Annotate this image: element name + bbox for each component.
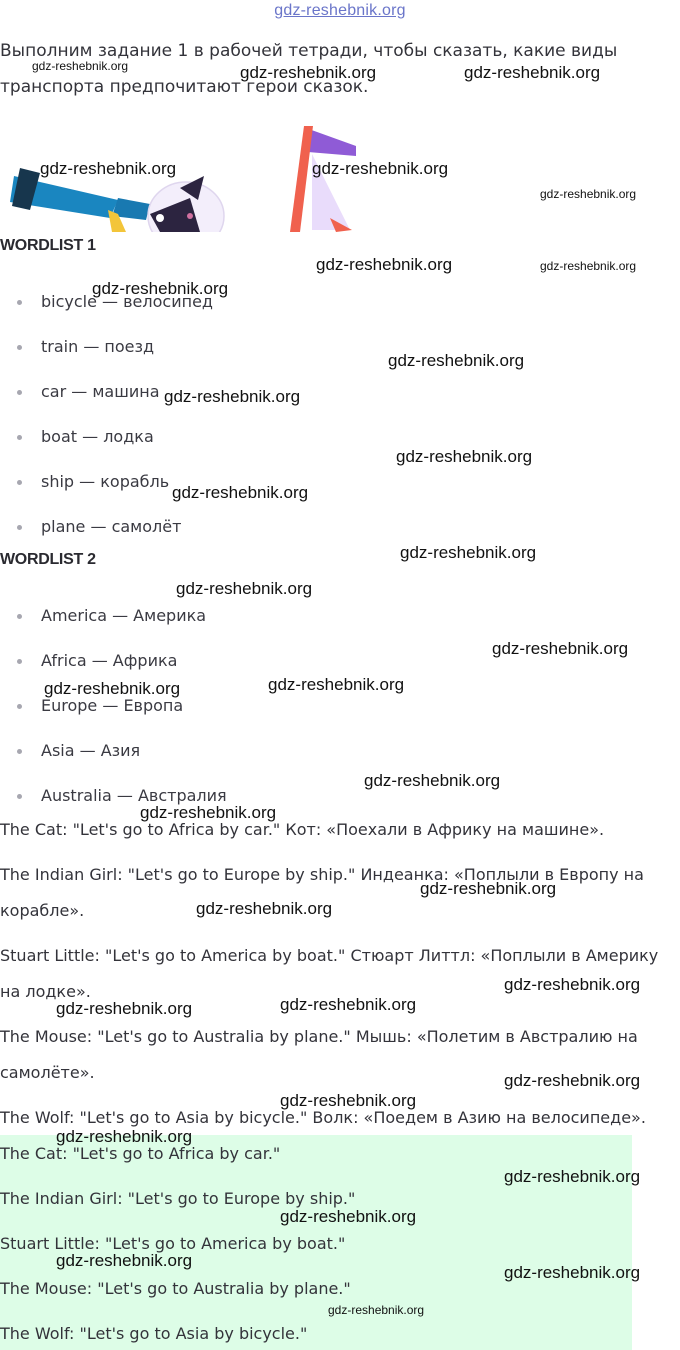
- watermark: gdz-reshebnik.org: [388, 351, 525, 370]
- watermark: gdz-reshebnik.org: [164, 387, 301, 406]
- wordlist1-heading: WORDLIST 1: [0, 237, 96, 254]
- watermark: gdz-reshebnik.org: [464, 63, 601, 82]
- watermark: gdz-reshebnik.org: [504, 975, 641, 994]
- list-item-text: train — поезд: [41, 337, 155, 356]
- list-item-text: ship — корабль: [41, 472, 170, 491]
- watermark: gdz-reshebnik.org: [316, 255, 453, 274]
- watermark: gdz-reshebnik.org: [540, 259, 637, 273]
- wordlist2-heading: WORDLIST 2: [0, 551, 96, 568]
- list-item-text: bicycle — велосипед: [41, 292, 213, 311]
- list-item-text: Europe — Европа: [41, 696, 184, 715]
- watermark: gdz-reshebnik.org: [280, 1207, 417, 1226]
- intro-text: Выполним задание 1 в рабочей тетради, чтобы сказать, какие виды транспорта предпочитают герои сказок.: [0, 41, 618, 97]
- site-title-link[interactable]: gdz-reshebnik.org: [274, 2, 406, 19]
- telescope-icon: [10, 168, 160, 232]
- translation-paragraph: The Cat: "Let's go to Africa by car." Кот: «Поехали в Африку на машине».: [0, 820, 605, 839]
- watermark: gdz-reshebnik.org: [56, 1127, 193, 1146]
- flag-icon: [290, 126, 356, 232]
- watermark: gdz-reshebnik.org: [92, 279, 229, 298]
- bullet: [17, 300, 22, 305]
- answer-line: The Wolf: "Let's go to Asia by bicycle.": [0, 1324, 308, 1343]
- watermark: gdz-reshebnik.org: [420, 879, 557, 898]
- translation-paragraph: The Wolf: "Let's go to Asia by bicycle." Волк: «Поедем в Азию на велосипеде».: [0, 1108, 646, 1127]
- watermark: gdz-reshebnik.org: [56, 1251, 193, 1270]
- bullet: [17, 794, 22, 799]
- watermark: gdz-reshebnik.org: [32, 59, 129, 73]
- watermark: gdz-reshebnik.org: [504, 1167, 641, 1186]
- translation-paragraph: The Mouse: "Let's go to Australia by plane." Мышь: «Полетим в Австралию на самолёте».: [0, 1027, 638, 1082]
- watermark: gdz-reshebnik.org: [140, 803, 277, 822]
- bullet: [17, 480, 22, 485]
- watermark: gdz-reshebnik.org: [172, 483, 309, 502]
- bullet: [17, 614, 22, 619]
- bullet: [17, 345, 22, 350]
- watermark: gdz-reshebnik.org: [56, 999, 193, 1018]
- translation-paragraph: Stuart Little: "Let's go to America by boat." Стюарт Литтл: «Поплыли в Америку на лодке».: [0, 946, 659, 1001]
- watermark: gdz-reshebnik.org: [312, 159, 449, 178]
- watermark: gdz-reshebnik.org: [540, 187, 637, 201]
- watermark: gdz-reshebnik.org: [504, 1263, 641, 1282]
- bullet: [17, 749, 22, 754]
- answer-line: The Indian Girl: "Let's go to Europe by ship.": [0, 1189, 356, 1208]
- illustration-svg: [0, 118, 680, 232]
- answer-line: The Cat: "Let's go to Africa by car.": [0, 1144, 281, 1163]
- watermark: gdz-reshebnik.org: [400, 543, 537, 562]
- answer-line: Stuart Little: "Let's go to America by boat.": [0, 1234, 346, 1253]
- watermark: gdz-reshebnik.org: [280, 995, 417, 1014]
- list-item-text: car — машина: [41, 382, 160, 401]
- watermark: gdz-reshebnik.org: [396, 447, 533, 466]
- watermark: gdz-reshebnik.org: [280, 1091, 417, 1110]
- list-item-text: Australia — Австралия: [41, 786, 227, 805]
- list-item-text: boat — лодка: [41, 427, 154, 446]
- bullet: [17, 390, 22, 395]
- watermark: gdz-reshebnik.org: [364, 771, 501, 790]
- bullet: [17, 435, 22, 440]
- watermark: gdz-reshebnik.org: [240, 63, 377, 82]
- watermark: gdz-reshebnik.org: [268, 675, 405, 694]
- watermark: gdz-reshebnik.org: [176, 579, 313, 598]
- bullet: [17, 659, 22, 664]
- watermark: gdz-reshebnik.org: [196, 899, 333, 918]
- watermark: gdz-reshebnik.org: [44, 679, 181, 698]
- illustration: [0, 118, 680, 232]
- bullet: [17, 525, 22, 530]
- list-item-text: plane — самолёт: [41, 517, 182, 536]
- raccoon-icon: [148, 176, 224, 232]
- answer-line: The Mouse: "Let's go to Australia by plane.": [0, 1279, 351, 1298]
- list-item-text: America — Америка: [41, 606, 207, 625]
- list-item-text: Asia — Азия: [41, 741, 141, 760]
- bullet: [17, 704, 22, 709]
- watermark: gdz-reshebnik.org: [40, 159, 177, 178]
- list-item-text: Africa — Африка: [41, 651, 178, 670]
- watermark: gdz-reshebnik.org: [492, 639, 629, 658]
- watermark: gdz-reshebnik.org: [504, 1071, 641, 1090]
- watermark: gdz-reshebnik.org: [328, 1303, 425, 1317]
- translation-paragraph: The Indian Girl: "Let's go to Europe by ship." Индеанка: «Поплыли в Европу на кораблe».: [0, 865, 644, 920]
